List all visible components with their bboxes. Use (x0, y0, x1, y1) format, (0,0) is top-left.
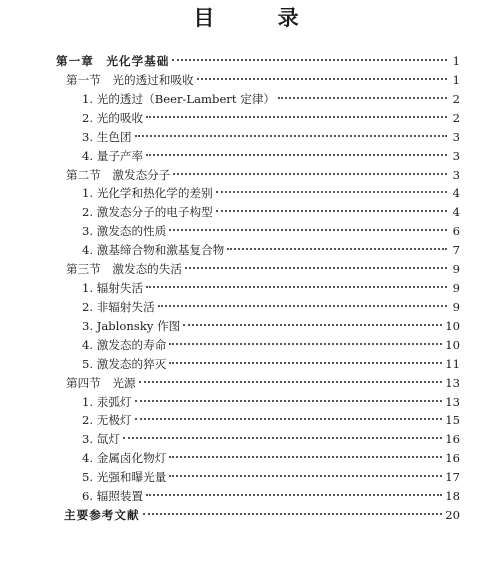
toc-page-number: 16 (445, 451, 460, 466)
toc-entry-label: 2. 非辐射失活 (82, 299, 155, 314)
toc-chapter[interactable] (56, 52, 460, 70)
toc-entry-label: 第三节 激发态的失活 (66, 262, 182, 277)
toc-entry-label: 2. 光的吸收 (82, 110, 144, 125)
toc-page-number: 1 (452, 54, 460, 68)
dot-leader (197, 77, 447, 80)
dot-leader (173, 172, 447, 175)
dot-leader (172, 58, 447, 61)
dot-leader (227, 247, 447, 250)
toc-entry-label: 2. 激发态分子的电子构型 (82, 205, 213, 220)
toc-page-number: 9 (452, 299, 460, 314)
toc-entry-label: 3. Jablonsky 作图 (82, 318, 181, 333)
toc-entry-label: 3. 生色团 (82, 129, 132, 144)
dot-leader (123, 436, 442, 439)
toc-item[interactable] (82, 449, 460, 467)
toc-item[interactable] (82, 90, 460, 108)
toc-section[interactable] (66, 374, 460, 392)
toc-item[interactable] (82, 147, 460, 165)
toc-page-number: 10 (445, 337, 460, 352)
dot-leader (169, 342, 442, 345)
toc-item[interactable] (82, 203, 460, 221)
toc-item[interactable] (82, 128, 460, 146)
toc-entry-label: 4. 激发态的寿命 (82, 337, 167, 352)
dot-leader (216, 209, 447, 212)
dot-leader (169, 474, 442, 477)
page-title: 目 录 (193, 5, 327, 30)
toc-page-number: 2 (452, 91, 460, 106)
dot-leader (183, 323, 442, 326)
toc-section[interactable] (66, 71, 460, 89)
toc-page-number: 16 (445, 432, 460, 447)
toc-item[interactable] (82, 393, 460, 411)
dot-leader (135, 134, 447, 137)
toc-entry-label: 1. 光的透过（Beer-Lambert 定律） (82, 91, 275, 106)
toc-page-number: 11 (445, 356, 460, 371)
toc-entry-label: 第一节 光的透过和吸收 (66, 72, 194, 87)
dot-leader (135, 399, 443, 402)
toc-item[interactable] (82, 336, 460, 354)
toc-page-number: 4 (452, 205, 460, 220)
toc-page-number: 9 (452, 281, 460, 296)
dot-leader (216, 190, 447, 193)
toc-entry-label: 4. 量子产率 (82, 148, 144, 163)
toc-item[interactable] (82, 355, 460, 373)
dot-leader (146, 493, 442, 496)
dot-leader (143, 512, 443, 515)
toc-page-number: 10 (445, 318, 460, 333)
toc-page-number: 20 (445, 508, 460, 523)
toc-page-number: 4 (452, 186, 460, 201)
toc-entry-label: 3. 氙灯 (82, 432, 120, 447)
toc-page-number: 7 (452, 243, 460, 258)
toc-page-number: 13 (445, 394, 460, 409)
toc-page-number: 3 (452, 148, 460, 163)
dot-leader (169, 228, 447, 231)
toc-page-number: 6 (452, 224, 460, 239)
toc-item[interactable] (82, 109, 460, 127)
dot-leader (185, 266, 447, 269)
toc-entry-label: 5. 激发态的猝灭 (82, 356, 167, 371)
toc-page-number: 1 (452, 72, 460, 87)
toc-item[interactable] (82, 279, 460, 297)
toc-entry-label: 4. 激基缔合物和激基复合物 (82, 243, 225, 258)
toc-item[interactable] (82, 317, 460, 335)
toc-entry-label: 1. 汞弧灯 (82, 394, 132, 409)
toc-item[interactable] (82, 298, 460, 316)
toc-entry-label: 5. 光强和曝光量 (82, 470, 167, 485)
dot-leader (146, 115, 447, 118)
toc-entry-label: 第四节 光源 (66, 375, 136, 390)
toc-item[interactable] (82, 487, 460, 505)
toc-chapter[interactable] (64, 506, 460, 524)
toc-entry-label: 第二节 激发态分子 (66, 167, 171, 182)
toc-item[interactable] (82, 241, 460, 259)
toc-item[interactable] (82, 430, 460, 448)
toc-entry-label: 1. 光化学和热化学的差别 (82, 186, 213, 201)
dot-leader (139, 380, 443, 383)
toc-entry-label: 2. 无极灯 (82, 413, 132, 428)
toc-item[interactable] (82, 411, 460, 429)
toc-entry-label: 3. 激发态的性质 (82, 224, 167, 239)
toc-entry-label: 6. 辐照装置 (82, 489, 144, 504)
toc-page-number: 18 (445, 489, 460, 504)
dot-leader (169, 455, 442, 458)
dot-leader (158, 304, 447, 307)
toc-page-number: 13 (445, 375, 460, 390)
dot-leader (169, 361, 442, 364)
toc-section[interactable] (66, 260, 460, 278)
dot-leader (135, 417, 443, 420)
toc-item[interactable] (82, 468, 460, 486)
toc-entry-label: 主要参考文献 (64, 508, 140, 523)
toc-page-number: 17 (445, 470, 460, 485)
dot-leader (278, 96, 447, 99)
toc-entry-label: 1. 辐射失活 (82, 281, 144, 296)
toc-page-number: 15 (445, 413, 460, 428)
toc-page-number: 3 (452, 167, 460, 182)
toc-page-number: 9 (452, 262, 460, 277)
toc-section[interactable] (66, 166, 460, 184)
toc-page-number: 3 (452, 129, 460, 144)
toc-page-number: 2 (452, 110, 460, 125)
toc-entry-label: 第一章 光化学基础 (56, 54, 170, 68)
toc-item[interactable] (82, 222, 460, 240)
toc-item[interactable] (82, 184, 460, 202)
toc-entry-label: 4. 金属卤化物灯 (82, 451, 167, 466)
dot-leader (146, 153, 447, 156)
dot-leader (146, 285, 447, 288)
